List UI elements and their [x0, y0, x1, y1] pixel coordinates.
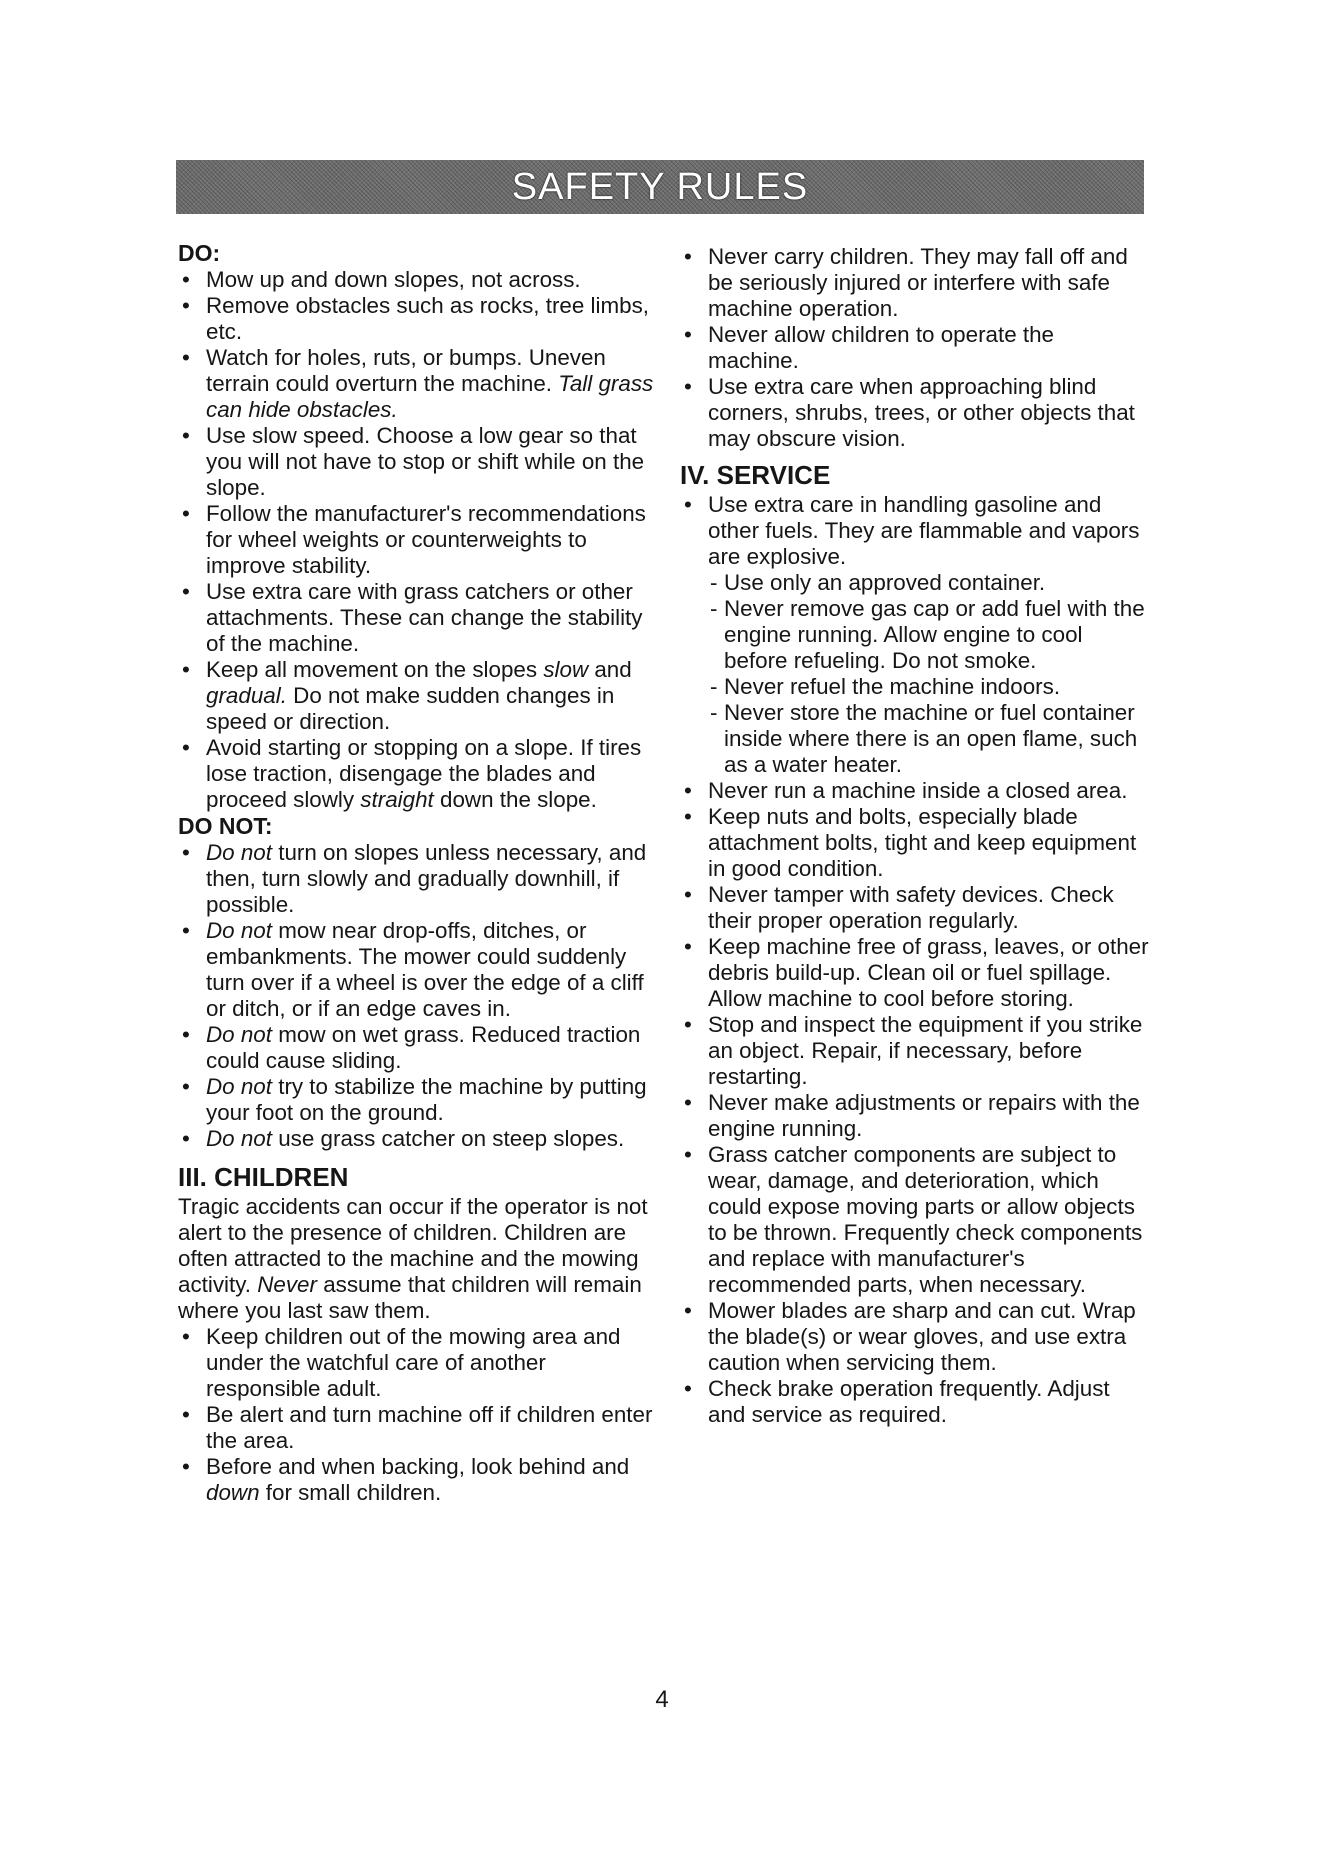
list-item: • Do not turn on slopes unless necessary, and then, turn slowly and gradually downhill, if possible. — [178, 840, 658, 918]
sublist-item: - Never remove gas cap or add fuel with the engine running. Allow engine to cool before refueling. Do not smoke. — [708, 596, 1150, 674]
list-item: • Do not use grass catcher on steep slopes. — [178, 1126, 658, 1152]
page-title: SAFETY RULES — [511, 165, 809, 208]
section-banner — [176, 160, 1144, 214]
list-item: • Check brake operation frequently. Adjust and service as required. — [680, 1376, 1150, 1428]
list-item: • Do not mow on wet grass. Reduced traction could cause sliding. — [178, 1022, 658, 1074]
page-number: 4 — [655, 1686, 669, 1713]
right-column — [680, 244, 1150, 1428]
list-item: • Use extra care in handling gasoline and other fuels. They are flammable and vapors are explosive. - Use only an approved container. - Never remove gas cap or add fuel with the engine running. Allow engine to cool before refueling. Do not smoke. - Never refuel the machine indoors. - Never store the machine or fuel container inside where there is an open flame, such as a water heater. — [680, 492, 1150, 778]
list-item: • Never run a machine inside a closed area. — [680, 778, 1150, 804]
list-item: • Never make adjustments or repairs with the engine running. — [680, 1090, 1150, 1142]
left-column — [178, 240, 658, 1506]
italic-note: Tall grass can hide obstacles. — [206, 371, 654, 422]
list-item: • Never allow children to operate the machine. — [680, 322, 1150, 374]
children-paragraph: Tragic accidents can occur if the operator is not alert to the presence of children. Children are often attracted to the machine and the mowing activity. Never assume that children will remain where you last saw them. — [178, 1194, 648, 1323]
children-heading: III. CHILDREN — [178, 1162, 349, 1192]
service-heading: IV. SERVICE — [680, 460, 831, 490]
list-item: • Keep machine free of grass, leaves, or other debris build-up. Clean oil or fuel spillage. Allow machine to cool before storing. — [680, 934, 1150, 1012]
list-item: • Do not try to stabilize the machine by putting your foot on the ground. — [178, 1074, 658, 1126]
list-item: • Stop and inspect the equipment if you strike an object. Repair, if necessary, before restarting. — [680, 1012, 1150, 1090]
donot-list — [178, 840, 658, 1152]
list-item: • Do not mow near drop-offs, ditches, or embankments. The mower could suddenly turn over if a wheel is over the edge of a cliff or ditch, or if an edge caves in. — [178, 918, 658, 1022]
do-heading: DO: — [178, 240, 221, 266]
list-item: • Remove obstacles such as rocks, tree limbs, etc. — [178, 293, 658, 345]
list-item: • Use extra care when approaching blind corners, shrubs, trees, or other objects that may obscure vision. — [680, 374, 1150, 452]
sublist-item: - Never refuel the machine indoors. — [708, 674, 1150, 700]
fuel-sublist — [708, 570, 1150, 778]
list-item: • Keep children out of the mowing area and under the watchful care of another responsible adult. — [178, 1324, 658, 1402]
list-item: • Mower blades are sharp and can cut. Wrap the blade(s) or wear gloves, and use extra caution when servicing them. — [680, 1298, 1150, 1376]
list-item: • Use extra care with grass catchers or other attachments. These can change the stability of the machine. — [178, 579, 658, 657]
donot-heading: DO NOT: — [178, 813, 273, 839]
list-item: • Grass catcher components are subject to wear, damage, and deterioration, which could expose moving parts or allow objects to be thrown. Frequently check components and replace with manufacturer's recommended parts, when necessary. — [680, 1142, 1150, 1298]
list-item: • Mow up and down slopes, not across. — [178, 267, 658, 293]
list-item: • Keep all movement on the slopes slow and gradual. Do not make sudden changes in speed or direction. — [178, 657, 658, 735]
list-item: • Keep nuts and bolts, especially blade attachment bolts, tight and keep equipment in good condition. — [680, 804, 1150, 882]
list-item: • Before and when backing, look behind and down for small children. — [178, 1454, 658, 1506]
do-list — [178, 267, 658, 813]
sublist-item: - Never store the machine or fuel container inside where there is an open flame, such as a water heater. — [708, 700, 1150, 778]
sublist-item: - Use only an approved container. — [708, 570, 1150, 596]
children-list-continued — [680, 244, 1150, 452]
list-item: • Follow the manufacturer's recommendations for wheel weights or counterweights to improve stability. — [178, 501, 658, 579]
list-item: • Be alert and turn machine off if children enter the area. — [178, 1402, 658, 1454]
list-item: • Use slow speed. Choose a low gear so that you will not have to stop or shift while on the slope. — [178, 423, 658, 501]
list-item: • Never tamper with safety devices. Check their proper operation regularly. — [680, 882, 1150, 934]
list-item: • Avoid starting or stopping on a slope. If tires lose traction, disengage the blades and proceed slowly straight down the slope. — [178, 735, 658, 813]
children-list — [178, 1324, 658, 1506]
service-list — [680, 492, 1150, 1428]
list-item: • Watch for holes, ruts, or bumps. Uneven terrain could overturn the machine. Tall grass can hide obstacles. — [178, 345, 658, 423]
list-item: • Never carry children. They may fall off and be seriously injured or interfere with safe machine operation. — [680, 244, 1150, 322]
